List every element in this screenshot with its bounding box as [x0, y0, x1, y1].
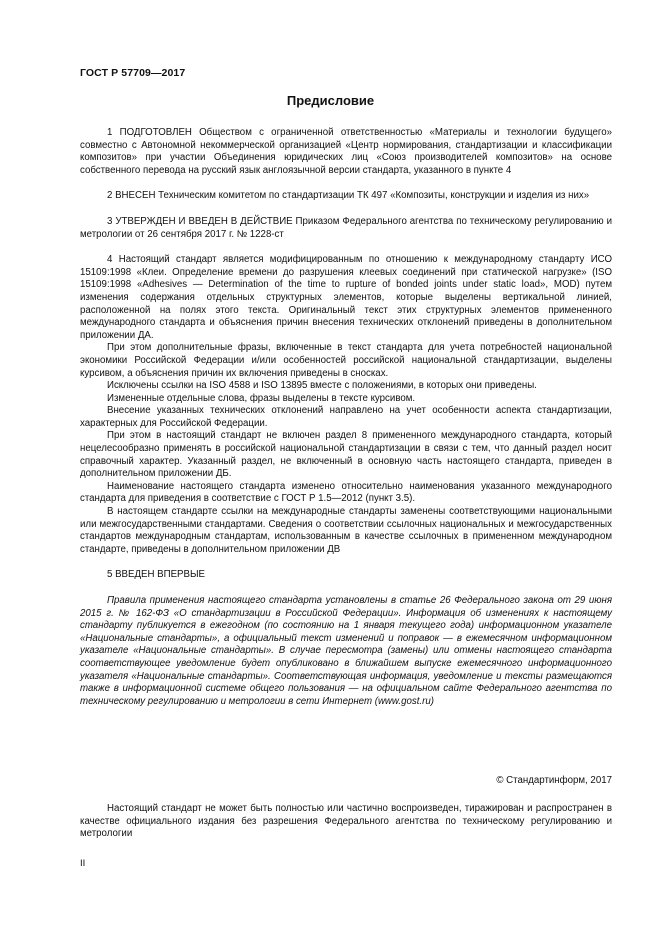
paragraph-4-references: В настоящем стандарте ссылки на международные стандарты заменены соответствующими национальными или межгосударственными стандартами. Сведения о соответствии ссылочных национальных и межгосударственных стандартов международным стандартам, использованным в качестве ссылочных в примененном международном стандарте, приведены в дополнительном приложении ДВ [80, 506, 612, 555]
reproduction-notice: Настоящий стандарт не может быть полностью или частично воспроизведен, тиражирован и распространен в качестве официального издания без разрешения Федерального агентства по техническому регулированию и метрологии [80, 803, 612, 840]
copyright-notice: © Стандартинформ, 2017 [496, 775, 612, 786]
application-rules-note: Правила применения настоящего стандарта установлены в статье 26 Федерального закона от 29 июня 2015 г. № 162-ФЗ «О стандартизации в Российской Федерации». Информация об изменениях к настоящему стандарту публикуется в ежегодном (по состоянию на 1 января текущего года) информационном указателе «Национальные стандарты», а официальный текст изменений и поправок — в ежемесячном информационном указателе «Национальные стандарты». В случае пересмотра (замены) или отмены настоящего стандарта соответствующее уведомление будет опубликовано в ближайшем выпуске ежемесячного информационного указателя «Национальные стандарты». Соответствующая информация, уведомление и тексты размещаются также в информационной системе общего пользования — на официальном сайте Федерального агентства по техническому регулированию и метрологии в сети Интернет (www.gost.ru) [80, 595, 612, 707]
paragraph-4-additional-phrases: При этом дополнительные фразы, включенные в текст стандарта для учета потребностей национальной экономики Российской Федерации и/или особенностей российской национальной стандартизации, выделены курсивом, а объяснения причин их включения приведены в сносках. [80, 342, 612, 379]
paragraph-4-deviations: Внесение указанных технических отклонений направлено на учет особенности аспекта стандартизации, характерных для Российской Федерации. [80, 405, 612, 429]
standard-code-header: ГОСТ Р 57709—2017 [80, 67, 186, 79]
paragraph-3: 3 УТВЕРЖДЕН И ВВЕДЕН В ДЕЙСТВИЕ Приказом Федерального агентства по техническому регулированию и метрологии от 26 сентября 2017 г. № 1228-ст [80, 215, 612, 240]
paragraph-1: 1 ПОДГОТОВЛЕН Обществом с ограниченной ответственностью «Материалы и технологии будущего» совместно с Автономной некоммерческой организацией «Центр нормирования, стандартизации и классификации композитов» при участии Объединения юридических лиц «Союз производителей композитов» на основе собственного перевода на русский язык англоязычной версии стандарта, указанного в пункте 4 [80, 127, 612, 176]
page-number: II [80, 858, 86, 869]
page-title: Предисловие [286, 93, 375, 108]
paragraph-4-title-change: Наименование настоящего стандарта изменено относительно наименования указанного международного стандарта для приведения в соответствие с ГОСТ Р 1.5—2012 (пункт 3.5). [80, 480, 612, 505]
paragraph-4: 4 Настоящий стандарт является модифицированным по отношению к международному стандарту ИСО 15109:1998 «Клеи. Определение времени до разрушения клеевых соединений при статической нагрузке» (ISO 15109:1998 «Adhesives — Determination of the time to rupture of bonded joints under static load», MOD) путем изменения содержания отдельных структурных элементов, которые выделены вертикальной линией, расположенной на полях этого текста. Оригинальный текст этих структурных элементов примененного международного стандарта и объяснения причин внесения технических отклонений приведены в дополнительном приложении ДА. [80, 254, 612, 341]
paragraph-5: 5 ВВЕДЕН ВПЕРВЫЕ [107, 569, 206, 581]
paragraph-2: 2 ВНЕСЕН Техническим комитетом по стандартизации ТК 497 «Композиты, конструкции и изделия из них» [107, 190, 590, 202]
paragraph-4-changed-words: Измененные отдельные слова, фразы выделены в тексте курсивом. [107, 392, 416, 404]
foreword-body [80, 127, 612, 708]
paragraph-4-excluded-refs: Исключены ссылки на ISO 4588 и ISO 13895 вместе с положениями, в которых они приведены. [107, 380, 537, 392]
paragraph-4-section-8: При этом в настоящий стандарт не включен раздел 8 примененного международного стандарта, который нецелесообразно применять в российской национальной стандартизации в связи с тем, что данный раздел носит справочный характер. Указанный раздел, не включенный в основную часть настоящего стандарта, приведен в дополнительном приложении ДБ. [80, 430, 612, 480]
